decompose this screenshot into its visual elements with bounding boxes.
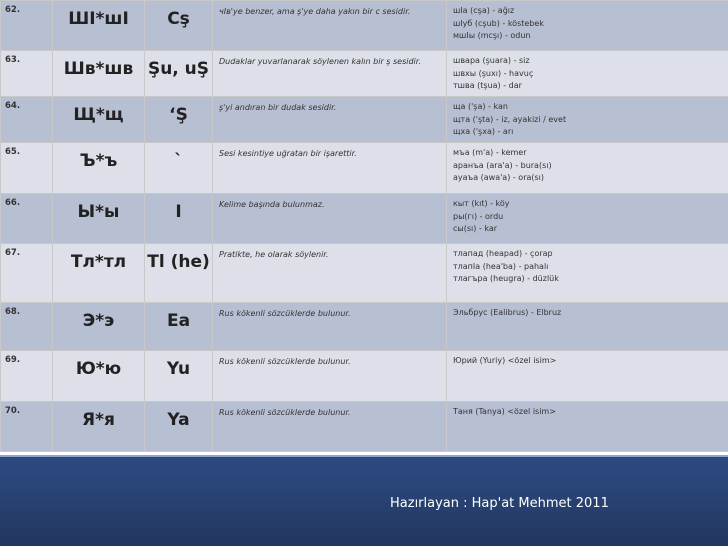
examples-cell (447, 303, 728, 351)
row-number: 64. (1, 97, 53, 143)
row-number: 69. (1, 351, 53, 402)
example-line: кыт (kıt) - köy (453, 199, 510, 208)
example-line: мъа (m'a) - kemer (453, 148, 527, 157)
example-line: шIуб (cşub) - köstebek (453, 18, 544, 28)
example-line: тлапIа (hea'ba) - pahalı (453, 261, 549, 271)
pronunciation-note: Sesi kesintiye uğratan bir işarettir. (213, 143, 447, 194)
cyrillic-letter: Щ*щ (53, 97, 145, 143)
cyrillic-letter: Я*я (53, 402, 145, 452)
example-line: аранъа (ara'a) - bura(sı) (453, 160, 552, 170)
cyrillic-letter: Э*э (53, 303, 145, 351)
pronunciation-note: Rus kökenli sözcüklerde bulunur. (213, 402, 447, 452)
examples-cell (447, 351, 728, 402)
example-line: тлагъра (heugra) - düzlük (453, 274, 559, 283)
examples-cell (447, 1, 728, 51)
table-row (1, 303, 728, 351)
table-row (1, 402, 728, 452)
latin-transcription: Şu, uŞ (145, 51, 213, 97)
latin-transcription: I (145, 194, 213, 244)
footer-separator (0, 455, 728, 457)
latin-transcription: Tl (he) (145, 244, 213, 303)
example-line: швхы (şuxı) - havuç (453, 68, 534, 78)
cyrillic-letter: Ъ*ъ (53, 143, 145, 194)
latin-transcription: ‘Ş (145, 97, 213, 143)
example-line: тшва (tşua) - dar (453, 81, 522, 90)
footer-band (0, 455, 728, 546)
table-row (1, 351, 728, 402)
example-line: щта ('şta) - iz, ayakizi / evet (453, 114, 567, 124)
pronunciation-note: Kelime başında bulunmaz. (213, 194, 447, 244)
row-number: 67. (1, 244, 53, 303)
example-line: мшIы (mcşı) - odun (453, 31, 531, 40)
latin-transcription: Cş (145, 1, 213, 51)
cyrillic-letter: Ю*ю (53, 351, 145, 402)
example-line: шIа (cşa) - ağız (453, 6, 515, 15)
latin-transcription: Ya (145, 402, 213, 452)
latin-transcription: Ea (145, 303, 213, 351)
latin-transcription: Yu (145, 351, 213, 402)
pronunciation-note: Pratikte, he olarak söylenir. (213, 244, 447, 303)
table-row (1, 51, 728, 97)
cyrillic-letter: Шв*шв (53, 51, 145, 97)
cyrillic-letter: Тл*тл (53, 244, 145, 303)
row-number: 70. (1, 402, 53, 452)
examples-cell (447, 143, 728, 194)
example-line: Юрий (Yuriy) <özel isim> (453, 356, 557, 365)
cyrillic-letter: Ы*ы (53, 194, 145, 244)
row-number: 68. (1, 303, 53, 351)
examples-cell (447, 194, 728, 244)
row-number: 66. (1, 194, 53, 244)
footer-credit: Hazırlayan : Hap'at Mehmet 2011 (390, 496, 609, 511)
table-row (1, 143, 728, 194)
example-line: сы(sı) - kar (453, 224, 498, 233)
example-line: Таня (Tanya) <özel isim> (453, 407, 556, 416)
example-line: щха ('şxa) - arı (453, 127, 514, 136)
table-row (1, 244, 728, 303)
examples-cell (447, 402, 728, 452)
pronunciation-note: Rus kökenli sözcüklerde bulunur. (213, 351, 447, 402)
example-line: ща ('şa) - kan (453, 102, 508, 111)
examples-cell (447, 97, 728, 143)
examples-cell (447, 244, 728, 303)
row-number: 63. (1, 51, 53, 97)
row-number: 65. (1, 143, 53, 194)
example-line: Эльбрус (Ealibrus) - Elbruz (453, 308, 562, 317)
example-line: ауаъа (awa'a) - ora(sı) (453, 173, 545, 182)
example-line: ры(гı) - ordu (453, 211, 504, 221)
table-row (1, 194, 728, 244)
cyrillic-letter: ШI*шI (53, 1, 145, 51)
row-number: 62. (1, 1, 53, 51)
pronunciation-note: ş'yi andıran bir dudak sesidir. (213, 97, 447, 143)
example-line: швара (şuara) - siz (453, 56, 530, 65)
pronunciation-note: Rus kökenli sözcüklerde bulunur. (213, 303, 447, 351)
table-row (1, 1, 728, 51)
latin-transcription: ` (145, 143, 213, 194)
table-row (1, 97, 728, 143)
example-line: тлапад (heapad) - çorap (453, 249, 553, 258)
examples-cell (447, 51, 728, 97)
pronunciation-note: чIв'ye benzer, ama ş'ye daha yakın bir c sesidir. (213, 1, 447, 51)
pronunciation-note: Dudaklar yuvarlanarak söylenen kalın bir ş sesidir. (213, 51, 447, 97)
